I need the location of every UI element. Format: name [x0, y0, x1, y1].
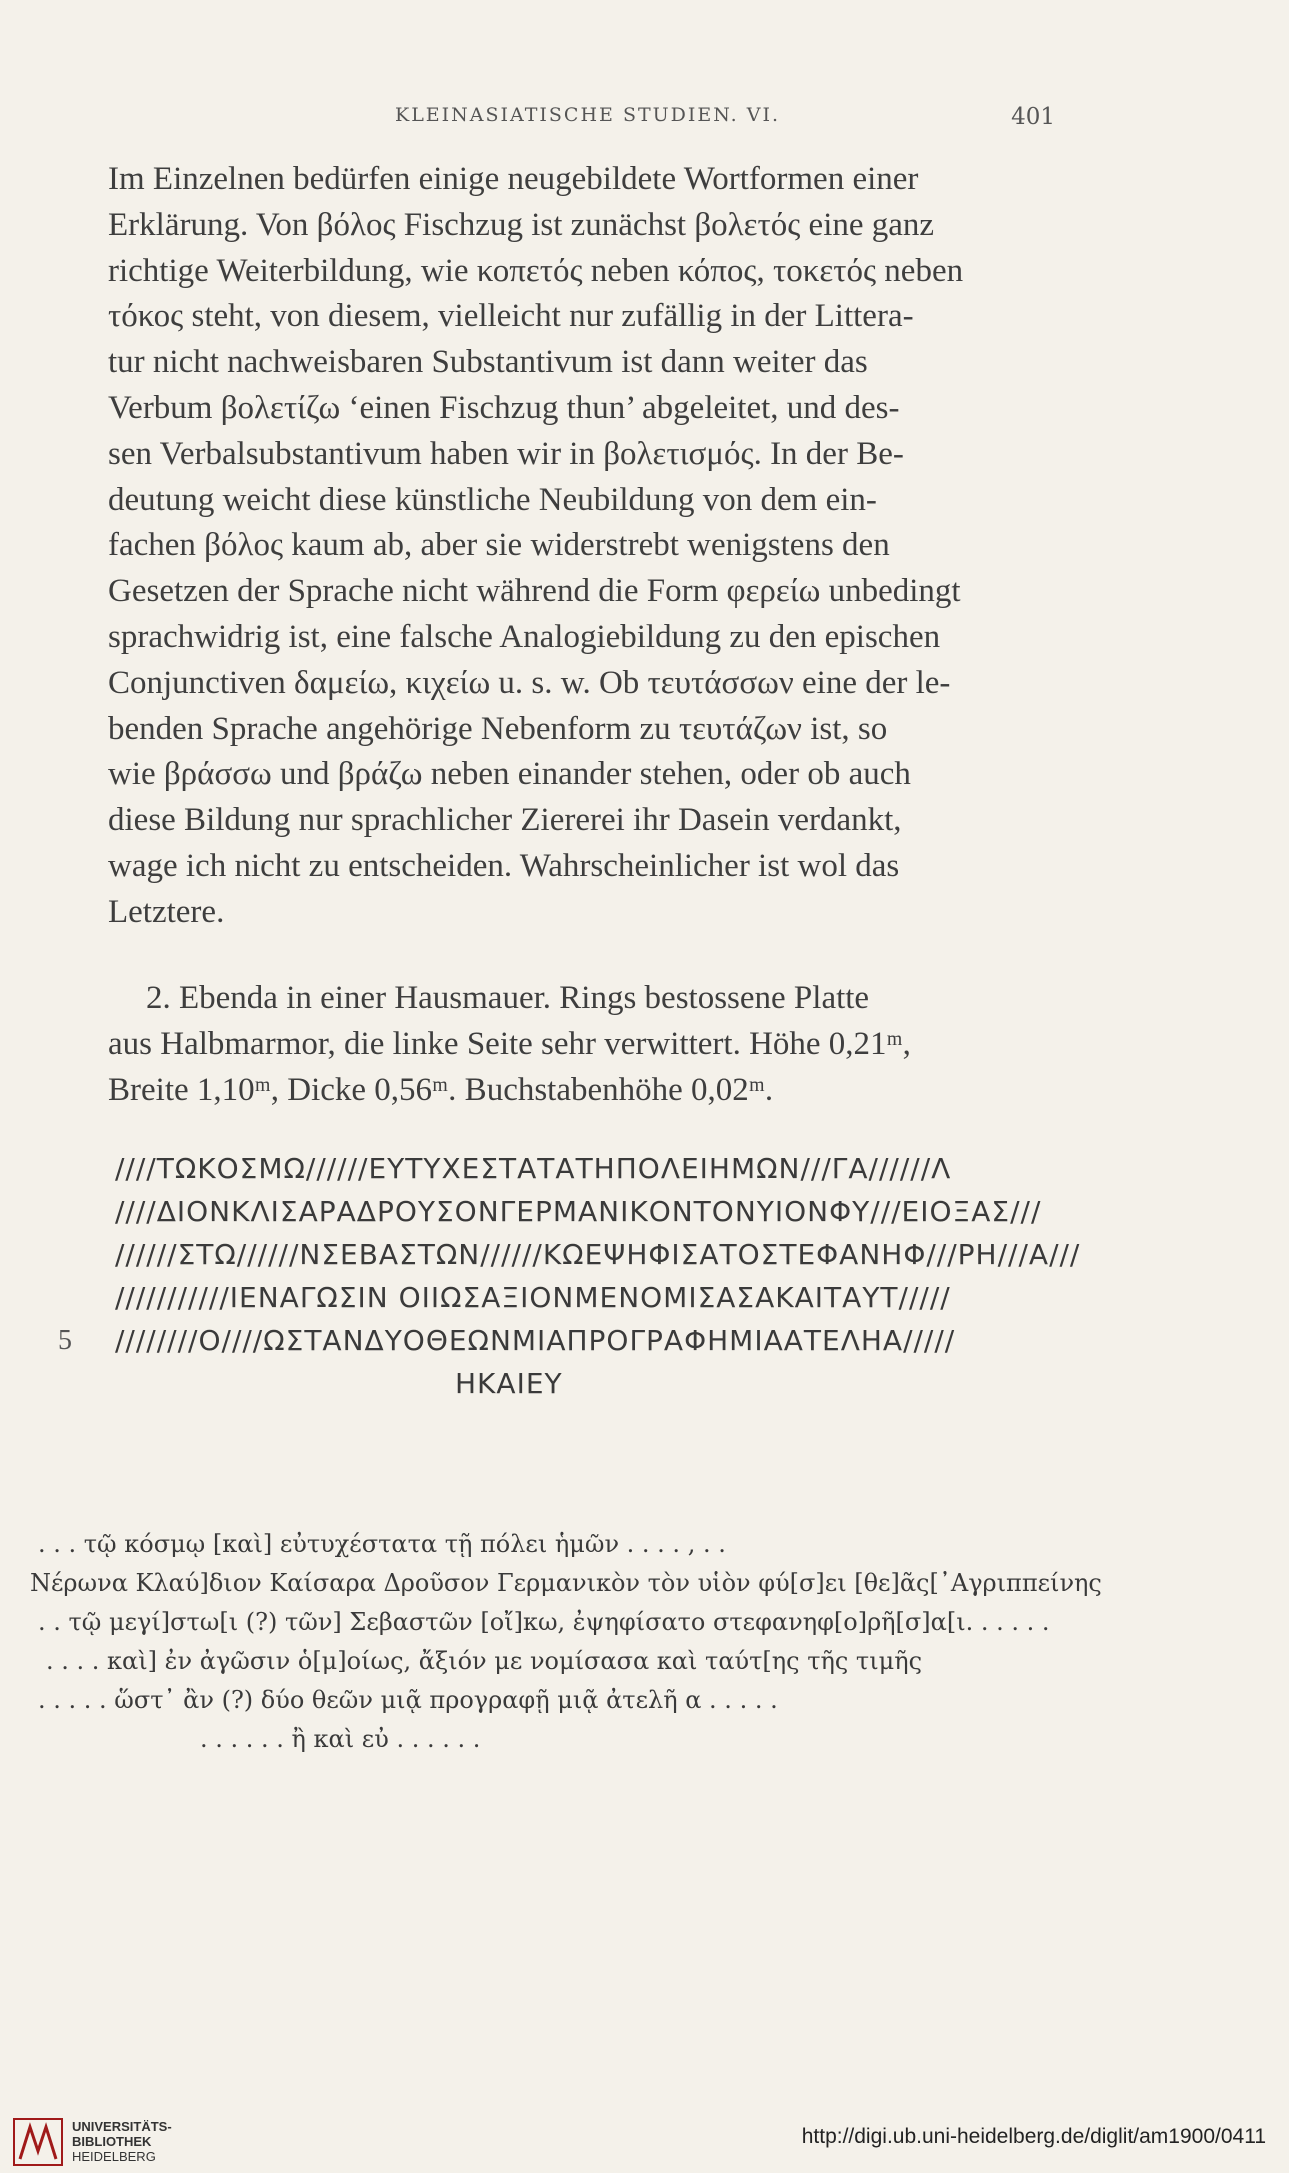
library-name-line: BIBLIOTHEK — [72, 2134, 152, 2149]
inscription-line — [60, 1362, 1180, 1405]
text-line: deutung weicht diese künstliche Neubildung von dem ein- — [108, 481, 877, 518]
text-line: Breite 1,10ᵐ, Dicke 0,56ᵐ. Buchstabenhöhe 0,02ᵐ. — [108, 1071, 774, 1108]
transcription-line: Νέρωνα Κλαύ]διον Καίσαρα Δροῦσον Γερμανικὸν τὸν υἱὸν φύ[σ]ει [θε]ᾶς[᾽Αγριππείνης — [30, 1569, 1102, 1597]
transcription-line: . . τῷ μεγί]στω[ι (?) τῶν] Σεβαστῶν [οἴ]κω, ἐψηφίσατο στεφανηφ[ο]ρῆ[σ]α[ι. . . . . . — [38, 1608, 1050, 1636]
inscription-line — [60, 1147, 1180, 1190]
source-url-link[interactable]: http://digi.ub.uni-heidelberg.de/diglit/am1900/0411 — [801, 2125, 1266, 2148]
transcription-line: . . . . . ὥστ᾽ ἂν (?) δύο θεῶν μιᾷ προγραφῇ μιᾷ ἀτελῆ α . . . . . — [38, 1686, 778, 1714]
transcription-line: . . . . . . ἢ καὶ εὐ . . . . . . — [200, 1725, 481, 1753]
inscription-line — [60, 1190, 1180, 1233]
inscription-facsimile — [60, 1147, 1180, 1405]
text-line: wage ich nicht zu entscheiden. Wahrscheinlicher ist wol das — [108, 847, 900, 884]
inscription-line — [60, 1233, 1180, 1276]
inscription-text: //////ΣΤΩ//////ΝΣΕΒΑΣΤΩΝ//////ΚΩΕΨΗΦΙΣΑΤΟΣΤΕΦΑΝΗΦ///ΡΗ///Α/// — [115, 1238, 1081, 1271]
text-line: Im Einzelnen bedürfen einige neugebildete Wortformen einer — [108, 161, 919, 197]
text-line: wie βράσσω und βράζω neben einander stehen, oder ob auch — [108, 756, 911, 793]
transcription-line: . . . τῷ κόσμῳ [καὶ] εὐτυχέστατα τῇ πόλει ἡμῶν . . . . , . . — [38, 1530, 726, 1558]
inscription-text: ////ΔΙΟΝΚΛΙΣΑΡΑΔΡΟΥΣΟΝΓΕΡΜΑΝΙΚΟΝΤΟΝΥΙΟΝΦΥ///ΕΙΟΞΑΣ/// — [115, 1195, 1042, 1228]
text-line: Erklärung. Von βόλος Fischzug ist zunächst βολετός eine ganz — [108, 206, 935, 243]
text-line: aus Halbmarmor, die linke Seite sehr verwittert. Höhe 0,21ᵐ, — [108, 1025, 911, 1062]
text-line: Letztere. — [108, 893, 225, 930]
text-line: 2. Ebenda in einer Hausmauer. Rings bestossene Platte — [146, 980, 870, 1016]
paragraph-word-forms — [108, 157, 1068, 936]
running-head — [395, 104, 1055, 136]
text-line: sen Verbalsubstantivum haben wir in βολετισμός. In der Be- — [108, 435, 904, 472]
page-number: 401 — [1011, 104, 1055, 130]
text-line: sprachwidrig ist, eine falsche Analogiebildung zu den epischen — [108, 618, 941, 655]
greek-transcription — [30, 1525, 1170, 1759]
text-line: fachen βόλος kaum ab, aber sie widerstrebt wenigstens den — [108, 527, 890, 564]
text-line: diese Bildung nur sprachlicher Ziererei ihr Dasein verdankt, — [108, 802, 902, 839]
inscription-text: ////ΤΩΚΟΣΜΩ//////ΕΥΤΥΧΕΣΤΑΤΑΤΗΠΟΛΕΙΗΜΩΝ///ΓΑ//////Λ — [115, 1152, 952, 1185]
paragraph-inscription-description — [108, 976, 1068, 1113]
library-name-line: UNIVERSITÄTS- — [72, 2119, 172, 2134]
text-line: richtige Weiterbildung, wie κοπετός neben κόπος, τοκετός neben — [108, 252, 964, 289]
text-line: tur nicht nachweisbaren Substantivum ist dann weiter das — [108, 344, 868, 381]
inscription-text: ΗΚΑΙΕΥ — [455, 1367, 563, 1400]
library-name-line: HEIDELBERG — [72, 2149, 156, 2164]
inscription-text: ///////////ΙΕΝΑΓΩΣΙΝ ΟΙΙΩΣΑΞΙΟΝΜΕΝΟΜΙΣΑΣΑΚΑΙΤΑΥΤ///// — [115, 1281, 951, 1314]
text-line: benden Sprache angehörige Nebenform zu τευτάζων ist, so — [108, 710, 888, 747]
running-head-title: KLEINASIATISCHE STUDIEN. VI. — [395, 104, 781, 126]
text-line: Verbum βολετίζω ‘einen Fischzug thun’ abgeleitet, und des- — [108, 389, 900, 426]
transcription-line: . . . . καὶ] ἐν ἀγῶσιν ὁ[μ]οίως, ἄξιόν με νομίσασα καὶ ταύτ[ης τῆς τιμῆς — [46, 1647, 923, 1675]
inscription-line — [60, 1319, 1180, 1362]
text-line: Gesetzen der Sprache nicht während die Form φερείω unbedingt — [108, 573, 961, 610]
text-line: τόκος steht, von diesem, vielleicht nur zufällig in der Littera- — [108, 298, 914, 335]
inscription-text: ////////Ο////ΩΣΤΑΝΔΥΟΘΕΩΝΜΙΑΠΡΟΓΡΑΦΗΜΙΑΑΤΕΛΗΑ///// — [115, 1324, 956, 1357]
library-name — [72, 2119, 172, 2164]
text-line: Conjunctiven δαμείω, κιχείω u. s. w. Ob τευτάσσων eine der le- — [108, 664, 951, 701]
footer — [0, 2115, 1289, 2173]
library-logo-icon — [12, 2117, 64, 2167]
inscription-line — [60, 1276, 1180, 1319]
line-number: 5 — [58, 1325, 72, 1356]
